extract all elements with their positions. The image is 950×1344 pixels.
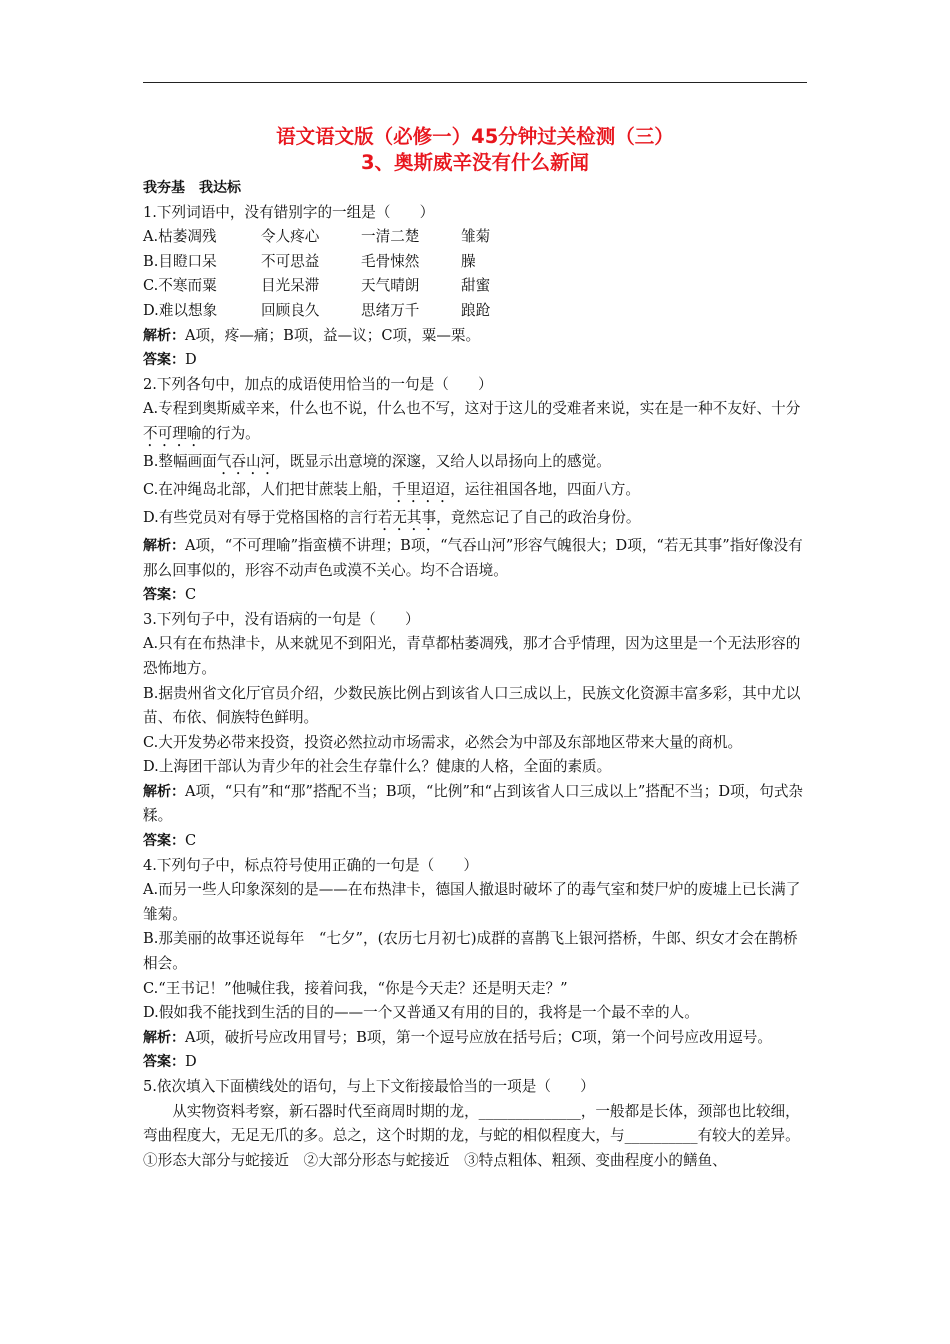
q4-option-d: D.假如我不能找到生活的目的——一个又普通又有用的目的，我将是一个最不幸的人。 — [143, 1004, 699, 1022]
q3-option-a: A.只有在布热津卡，从来就见不到阳光，青草都枯萎凋残，那才合乎情理，因为这里是一个无法形容的恐怖地方。 — [143, 635, 801, 677]
q1-stem: 1.下列词语中，没有错别字的一组是（ ） — [143, 203, 435, 221]
q3-analysis: 解析：A项，“只有”和“那”搭配不当；B项，“比例”和“占到该省人口三成以上”搭配不当；D项，句式杂糅。 — [143, 782, 804, 825]
q2-stem: 2.下列各句中，加点的成语使用恰当的一句是（ ） — [143, 375, 493, 393]
header-rule — [143, 82, 807, 83]
q3-option-c: C.大开发势必带来投资，投资必然拉动市场需求，必然会为中部及东部地区带来大量的商机。 — [143, 733, 743, 751]
q4-option-b: B.那美丽的故事还说每年 “七夕”，(农历七月初七)成群的喜鹊飞上银河搭桥，牛郎、织女才会在鹊桥相会。 — [143, 930, 798, 973]
q2-answer: 答案：C — [143, 586, 197, 604]
q2-analysis: 解析：A项，“不可理喻”指蛮横不讲理；B项，“气吞山河”形容气魄很大；D项，“若无其事”指好像没有那么回事似的，形容不动声色或漠不关心。均不合语境。 — [143, 536, 803, 579]
q1-option-b: B.目瞪口呆 不可思益 毛骨悚然 臊 — [143, 252, 476, 270]
q3-option-d: D.上海团干部认为青少年的社会生存靠什么？健康的人格，全面的素质。 — [143, 758, 612, 776]
q1-analysis: 解析：A项，疼—痛；B项，益—议；C项，粟—栗。 — [143, 326, 481, 344]
emphasized-idiom: 千里迢迢 — [391, 480, 451, 498]
emphasized-idiom: 若无其事 — [377, 508, 437, 526]
q4-option-a: A.而另一些人印象深刻的是——在布热津卡，德国人撤退时破坏了的毒气室和焚尸炉的废墟上已长满了雏菊。 — [143, 881, 801, 923]
q1-option-d: D.难以想象 回顾良久 思绪万千 踉跄 — [143, 301, 491, 319]
q4-option-c: C.“王书记！”他喊住我，接着问我，“你是今天走？还是明天走？” — [143, 979, 568, 997]
q4-analysis: 解析：A项，破折号应改用冒号；B项，第一个逗号应放在括号后；C项，第一个问号应改用逗号。 — [143, 1028, 772, 1046]
emphasized-idiom: 不可理喻 — [143, 424, 202, 442]
q2-option-d: D.有些党员对有辱于党格国格的言行若无其事，竟然忘记了自己的政治身份。 — [143, 508, 641, 526]
section-heading: 我夯基 我达标 — [143, 180, 241, 196]
document-subtitle: 3、奥斯威辛没有什么新闻 — [360, 151, 590, 174]
q5-passage: 从实物资料考察，新石器时代至商周时期的龙，______________，一般都是长体，颈部也比较细，弯曲程度大，无足无爪的多。总之，这个时期的龙，与蛇的相似程度大，与__________有较大的差异。 — [143, 1102, 800, 1145]
q3-option-b: B.据贵州省文化厅官员介绍，少数民族比例占到该省人口三成以上，民族文化资源丰富多彩，其中尤以苗、布依、侗族特色鲜明。 — [143, 684, 801, 727]
q3-answer: 答案：C — [143, 832, 197, 850]
q4-stem: 4.下列句子中，标点符号使用正确的一句是（ ） — [143, 856, 478, 874]
q2-option-c: C.在冲绳岛北部，人们把甘蔗装上船，千里迢迢，运往祖国各地，四面八方。 — [143, 480, 640, 498]
q4-answer: 答案：D — [143, 1053, 197, 1071]
q2-option-b: B.整幅画面气吞山河，既显示出意境的深邃，又给人以昂扬向上的感觉。 — [143, 452, 611, 470]
q3-stem: 3.下列句子中，没有语病的一句是（ ） — [143, 610, 420, 628]
q1-option-c: C.不寒而粟 目光呆滞 天气晴朗 甜蜜 — [143, 277, 491, 295]
document-body — [143, 176, 811, 1173]
q1-option-a: A.枯萎凋残 令人疼心 一清二楚 雏菊 — [143, 228, 491, 246]
document-title: 语文语文版（必修一）45分钟过关检测（三） — [276, 125, 674, 148]
emphasized-idiom: 气吞山河 — [216, 452, 276, 470]
q2-option-a: A.专程到奥斯威辛来，什么也不说，什么也不写，这对于这儿的受难者来说，实在是一种不友好、十分不可理喻的行为。 — [143, 400, 801, 442]
q1-answer: 答案：D — [143, 351, 197, 369]
q5-stem: 5.依次填入下面横线处的语句，与上下文衔接最恰当的一项是（ ） — [143, 1078, 595, 1095]
q5-options: ①形态大部分与蛇接近 ②大部分形态与蛇接近 ③特点粗体、粗颈、变曲程度小的鳝鱼、 — [143, 1151, 727, 1169]
